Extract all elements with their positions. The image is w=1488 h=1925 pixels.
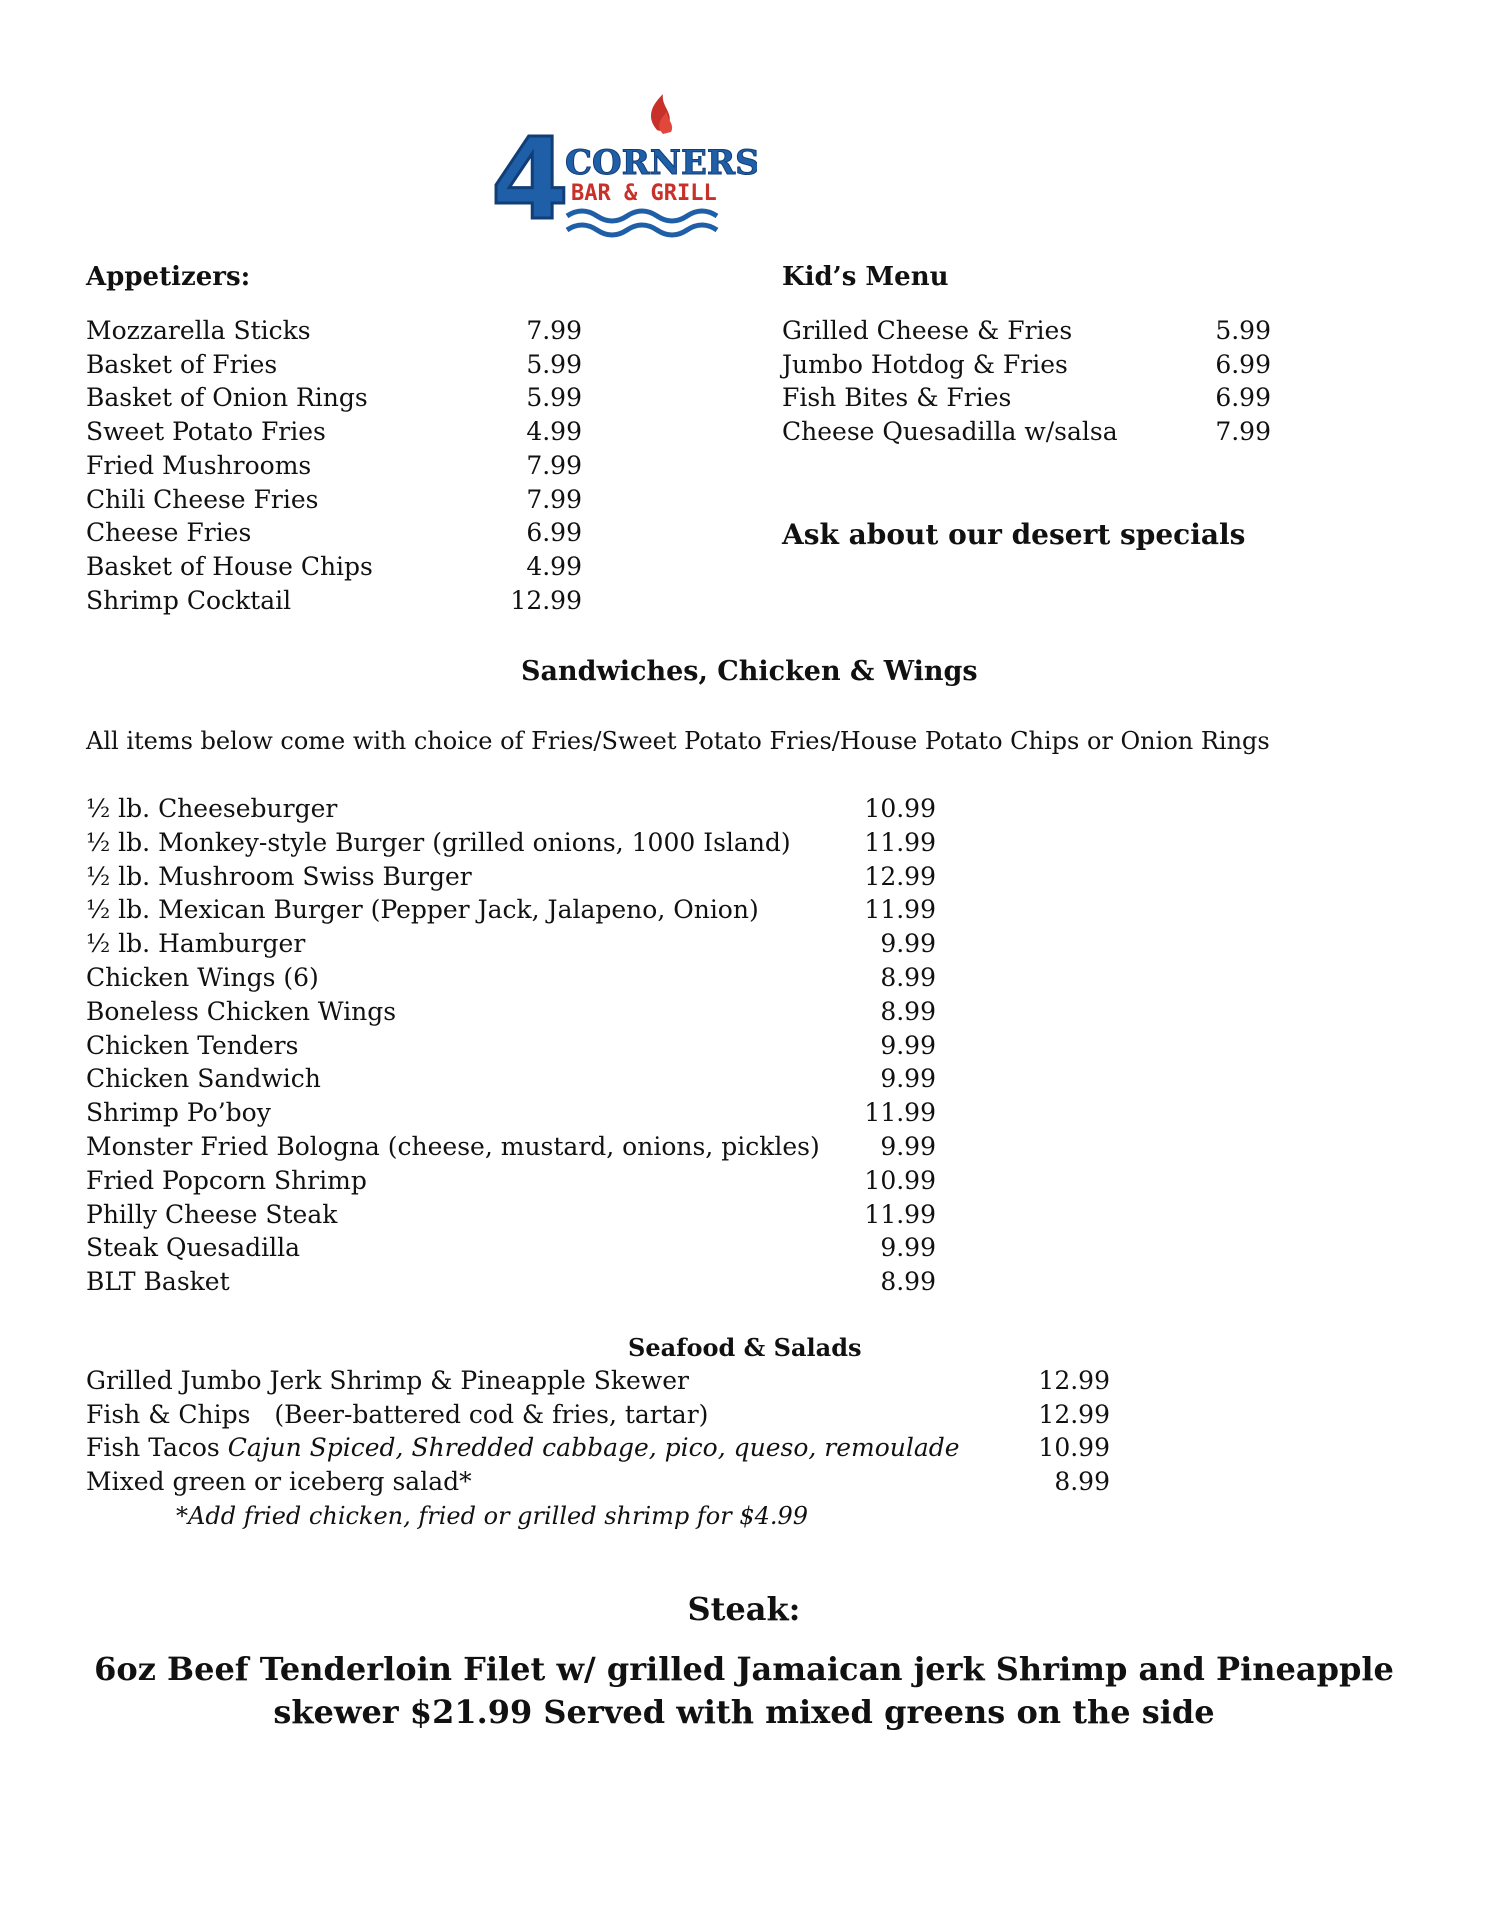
sandwiches-heading: Sandwiches, Chicken & Wings	[521, 656, 978, 687]
menu-item-name: Sweet Potato Fries	[86, 417, 326, 447]
menu-item-name: Fish Bites & Fries	[782, 383, 1012, 413]
seafood-item-title: Grilled Jumbo Jerk Shrimp & Pineapple Skewer	[86, 1366, 689, 1395]
menu-item-price: 8.99	[880, 1267, 936, 1297]
menu-item-name: ½ lb. Mushroom Swiss Burger	[86, 861, 472, 891]
logo-graphic	[487, 90, 757, 248]
seafood-item-title: Mixed green or iceberg salad*	[86, 1467, 472, 1497]
menu-item-name: Jumbo Hotdog & Fries	[782, 349, 1068, 379]
menu-item-name: BLT Basket	[86, 1267, 230, 1297]
sides-choice-note: All items below come with choice of Fries/Sweet Potato Fries/House Potato Chips or Onion Rings	[86, 727, 1270, 755]
seafood-item-price: 12.99	[1038, 1399, 1110, 1429]
menu-item-price: 11.99	[864, 827, 936, 857]
menu-item-name: Basket of House Chips	[86, 551, 373, 581]
menu-item-name: ½ lb. Monkey-style Burger (grilled onions, 1000 Island)	[86, 827, 791, 857]
seafood-item-price: 12.99	[1038, 1366, 1110, 1395]
menu-item-price: 8.99	[880, 996, 936, 1026]
logo-four: 4	[491, 115, 569, 245]
menu-item-price: 9.99	[880, 929, 936, 959]
menu-item-name: Grilled Cheese & Fries	[782, 316, 1073, 345]
menu-item-name: Basket of Fries	[86, 349, 278, 379]
steak-description-line1: 6oz Beef Tenderloin Filet w/ grilled Jamaican jerk Shrimp and Pineapple	[94, 1650, 1394, 1688]
menu-item-price: 11.99	[864, 1199, 936, 1229]
steak-heading: Steak:	[687, 1590, 801, 1628]
seafood-item-name	[86, 1400, 708, 1429]
dessert-specials-note: Ask about our desert specials	[782, 518, 1246, 551]
menu-item-price: 6.99	[526, 518, 582, 548]
menu-item-name: Mozzarella Sticks	[86, 316, 311, 345]
menu-item-price: 10.99	[864, 794, 936, 823]
menu-item-name: Cheese Quesadilla w/salsa	[782, 417, 1118, 447]
menu-item-name: Shrimp Cocktail	[86, 585, 292, 615]
menu-item-name: Chili Cheese Fries	[86, 484, 319, 514]
menu-item-price: 9.99	[880, 1064, 936, 1094]
menu-item-name: ½ lb. Mexican Burger (Pepper Jack, Jalapeno, Onion)	[86, 895, 759, 925]
menu-item-name: ½ lb. Hamburger	[86, 929, 306, 959]
menu-item-price: 6.99	[1215, 383, 1271, 413]
menu-item-price: 8.99	[880, 963, 936, 992]
menu-item-price: 5.99	[1215, 316, 1271, 345]
menu-item-price: 11.99	[864, 895, 936, 925]
menu-item-price: 6.99	[1215, 349, 1271, 379]
menu-item-name: Fried Mushrooms	[86, 450, 312, 480]
appetizers-heading: Appetizers:	[86, 262, 251, 292]
seafood-item-name	[86, 1366, 689, 1395]
salad-addon-note: *Add fried chicken, fried or grilled shrimp for $4.99	[176, 1502, 809, 1530]
seafood-heading: Seafood & Salads	[628, 1333, 862, 1362]
menu-item-price: 9.99	[880, 1030, 936, 1060]
menu-item-price: 10.99	[864, 1165, 936, 1195]
menu-item-price: 9.99	[880, 1233, 936, 1263]
menu-item-price: 5.99	[526, 383, 582, 413]
seafood-item-price: 10.99	[1038, 1433, 1110, 1463]
menu-item-name: ½ lb. Cheeseburger	[86, 794, 338, 823]
menu-item-price: 4.99	[526, 551, 582, 581]
seafood-item-name	[86, 1433, 960, 1462]
menu-item-price: 7.99	[526, 484, 582, 514]
menu-item-price: 11.99	[864, 1098, 936, 1128]
menu-item-price: 7.99	[1215, 417, 1271, 447]
menu-item-name: Philly Cheese Steak	[86, 1199, 338, 1229]
restaurant-logo	[487, 90, 757, 248]
menu-item-price: 12.99	[510, 585, 582, 615]
seafood-item-title: Fish Tacos	[86, 1433, 228, 1463]
seafood-item-price: 8.99	[1054, 1467, 1110, 1497]
seafood-item-detail: Cajun Spiced, Shredded cabbage, pico, queso, remoulade	[227, 1433, 960, 1463]
seafood-item-name	[86, 1467, 472, 1496]
menu-item-name: Steak Quesadilla	[86, 1233, 300, 1263]
menu-item-name: Basket of Onion Rings	[86, 383, 368, 413]
logo-tagline: BAR & GRILL	[571, 181, 717, 206]
steak-description-line2: skewer $21.99 Served with mixed greens on the side	[273, 1693, 1215, 1731]
menu-item-name: Chicken Wings (6)	[86, 963, 319, 992]
menu-item-name: Boneless Chicken Wings	[86, 996, 397, 1026]
menu-item-name: Chicken Tenders	[86, 1030, 299, 1060]
menu-item-price: 7.99	[526, 450, 582, 480]
menu-item-price: 4.99	[526, 417, 582, 447]
menu-item-name: Shrimp Po’boy	[86, 1098, 271, 1128]
kids-menu-heading: Kid’s Menu	[782, 262, 949, 292]
menu-item-price: 7.99	[526, 316, 582, 345]
menu-item-name: Chicken Sandwich	[86, 1064, 321, 1094]
menu-item-name: Cheese Fries	[86, 518, 252, 548]
menu-item-name: Monster Fried Bologna (cheese, mustard, onions, pickles)	[86, 1132, 820, 1161]
menu-item-price: 5.99	[526, 349, 582, 379]
menu-item-price: 12.99	[864, 861, 936, 891]
menu-item-price: 9.99	[880, 1132, 936, 1161]
logo-corners: CORNERS	[565, 143, 757, 183]
seafood-item-title: Fish & Chips (Beer-battered cod & fries, tartar)	[86, 1399, 709, 1429]
menu-item-name: Fried Popcorn Shrimp	[86, 1165, 367, 1195]
